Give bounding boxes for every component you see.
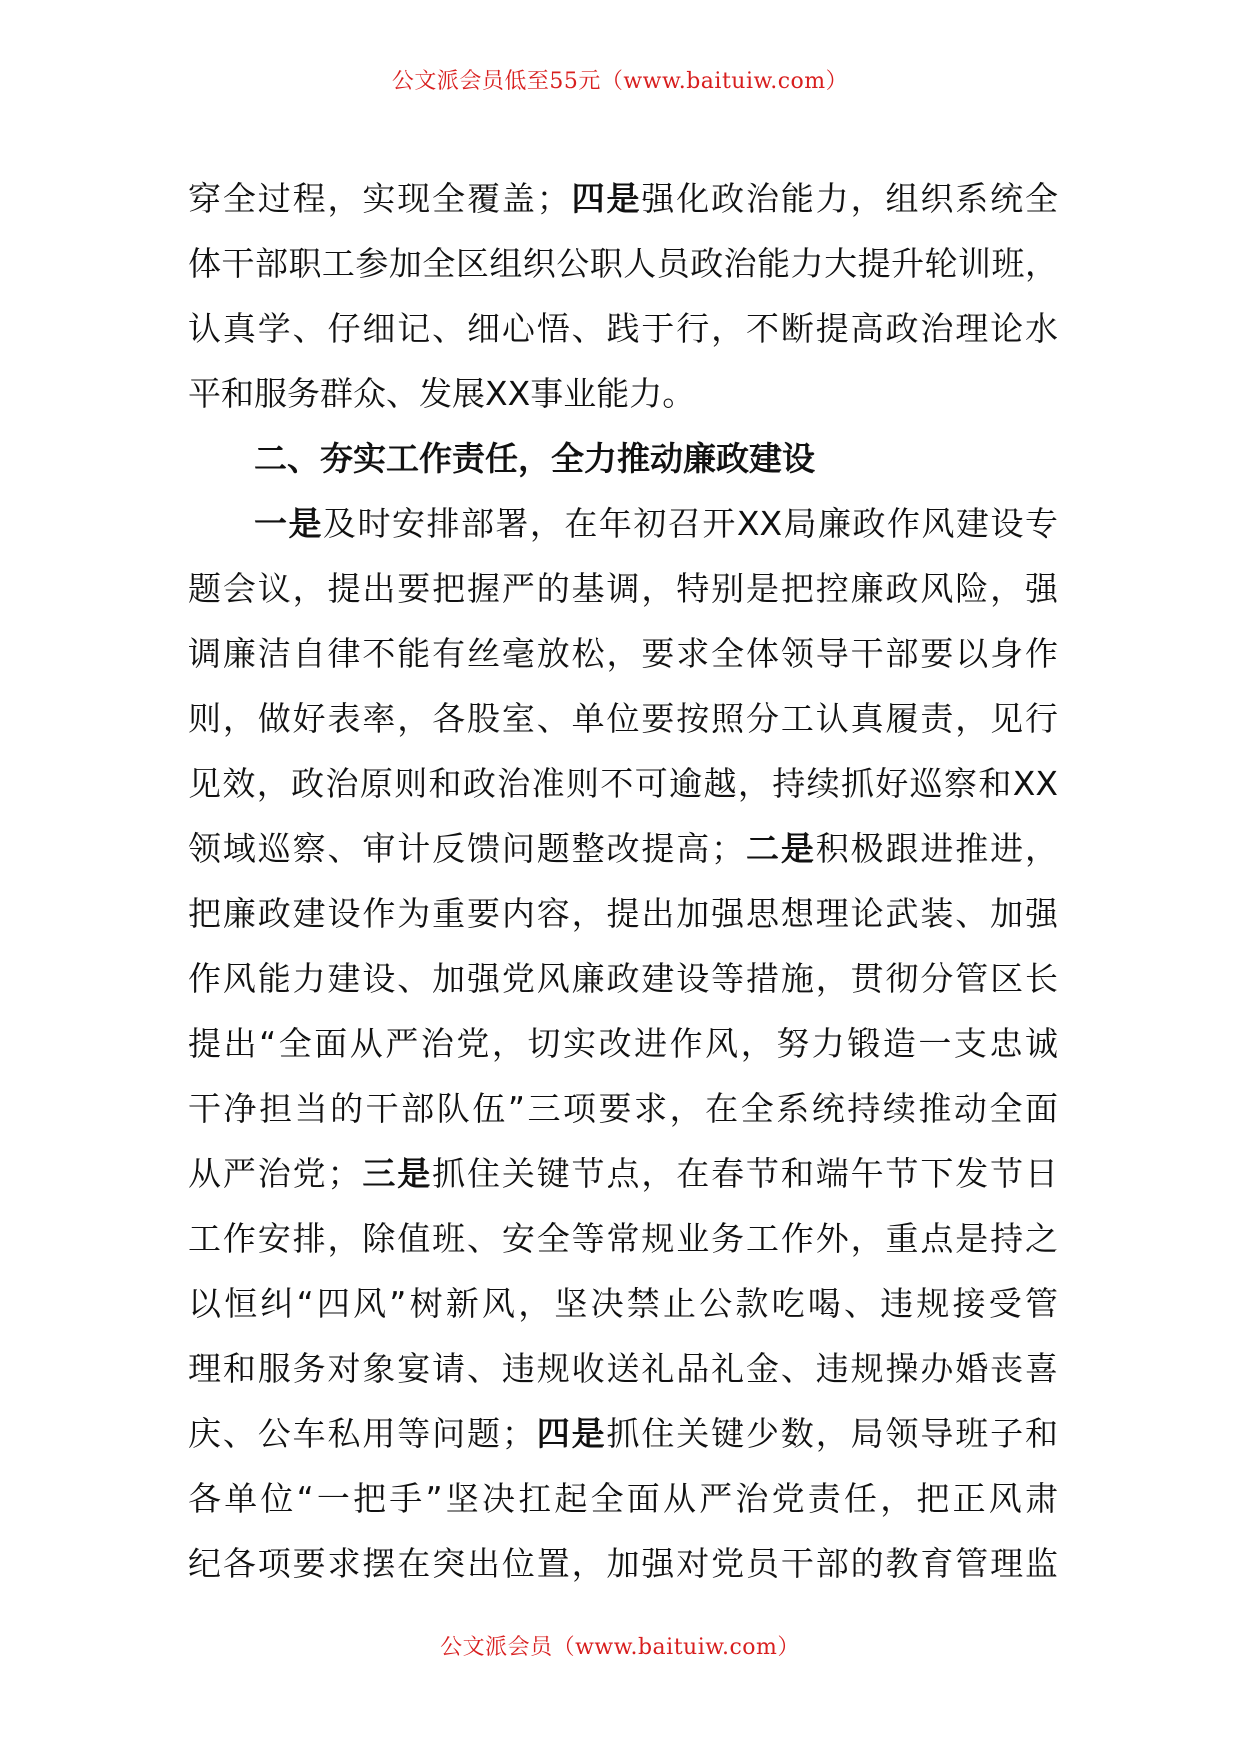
paragraph-line: 一是及时安排部署，在年初召开XX局廉政作风建设专 bbox=[254, 504, 1058, 543]
bold-keyword: 四是 bbox=[534, 1414, 607, 1453]
paragraph-line: 体干部职工参加全区组织公职人员政治能力大提升轮训班， bbox=[188, 244, 1058, 283]
paragraph-line: 则，做好表率，各股室、单位要按照分工认真履责，见行 bbox=[188, 699, 1058, 738]
paragraph-line: 各单位“一把手”坚决扛起全面从严治党责任，把正风肃 bbox=[188, 1479, 1058, 1518]
bold-keyword: 二是 bbox=[744, 829, 816, 868]
paragraph-line: 干净担当的干部队伍”三项要求，在全系统持续推动全面 bbox=[188, 1089, 1058, 1128]
section-heading: 二、夯实工作责任，全力推动廉政建设 bbox=[254, 439, 815, 478]
paragraph-line: 从严治党；三是抓住关键节点，在春节和端午节下发节日 bbox=[188, 1154, 1058, 1193]
paragraph-line: 工作安排，除值班、安全等常规业务工作外，重点是持之 bbox=[188, 1219, 1058, 1258]
paragraph-line: 平和服务群众、发展XX事业能力。 bbox=[188, 374, 696, 413]
bold-keyword: 一是 bbox=[254, 504, 323, 543]
paragraph-line: 理和服务对象宴请、违规收送礼品礼金、违规操办婚丧喜 bbox=[188, 1349, 1058, 1388]
header-watermark: 公文派会员低至55元（www.baituiw.com） bbox=[391, 69, 849, 94]
paragraph-line: 作风能力建设、加强党风廉政建设等措施，贯彻分管区长 bbox=[188, 959, 1058, 998]
paragraph-line: 提出“全面从严治党，切实改进作风，努力锻造一支忠诚 bbox=[188, 1024, 1058, 1063]
paragraph-line: 题会议，提出要把握严的基调，特别是把控廉政风险，强 bbox=[188, 569, 1058, 608]
paragraph-line: 庆、公车私用等问题；四是抓住关键少数，局领导班子和 bbox=[188, 1414, 1058, 1453]
paragraph-line: 穿全过程，实现全覆盖；四是强化政治能力，组织系统全 bbox=[188, 179, 1058, 218]
paragraph-line: 调廉洁自律不能有丝毫放松，要求全体领导干部要以身作 bbox=[188, 634, 1058, 673]
bold-keyword: 三是 bbox=[360, 1154, 433, 1193]
paragraph-line: 把廉政建设作为重要内容，提出加强思想理论武装、加强 bbox=[188, 894, 1058, 933]
paragraph-line: 以恒纠“四风”树新风，坚决禁止公款吃喝、违规接受管 bbox=[188, 1284, 1058, 1323]
document-body bbox=[188, 166, 1058, 1596]
paragraph-line: 见效，政治原则和政治准则不可逾越，持续抓好巡察和XX bbox=[188, 764, 1058, 803]
paragraph-line: 纪各项要求摆在突出位置，加强对党员干部的教育管理监 bbox=[188, 1544, 1058, 1583]
bold-keyword: 四是 bbox=[569, 179, 642, 218]
paragraph-line: 领域巡察、审计反馈问题整改提高；二是积极跟进推进， bbox=[188, 829, 1058, 868]
footer-watermark: 公文派会员（www.baituiw.com） bbox=[440, 1635, 800, 1660]
paragraph-line: 认真学、仔细记、细心悟、践于行，不断提高政治理论水 bbox=[188, 309, 1058, 348]
